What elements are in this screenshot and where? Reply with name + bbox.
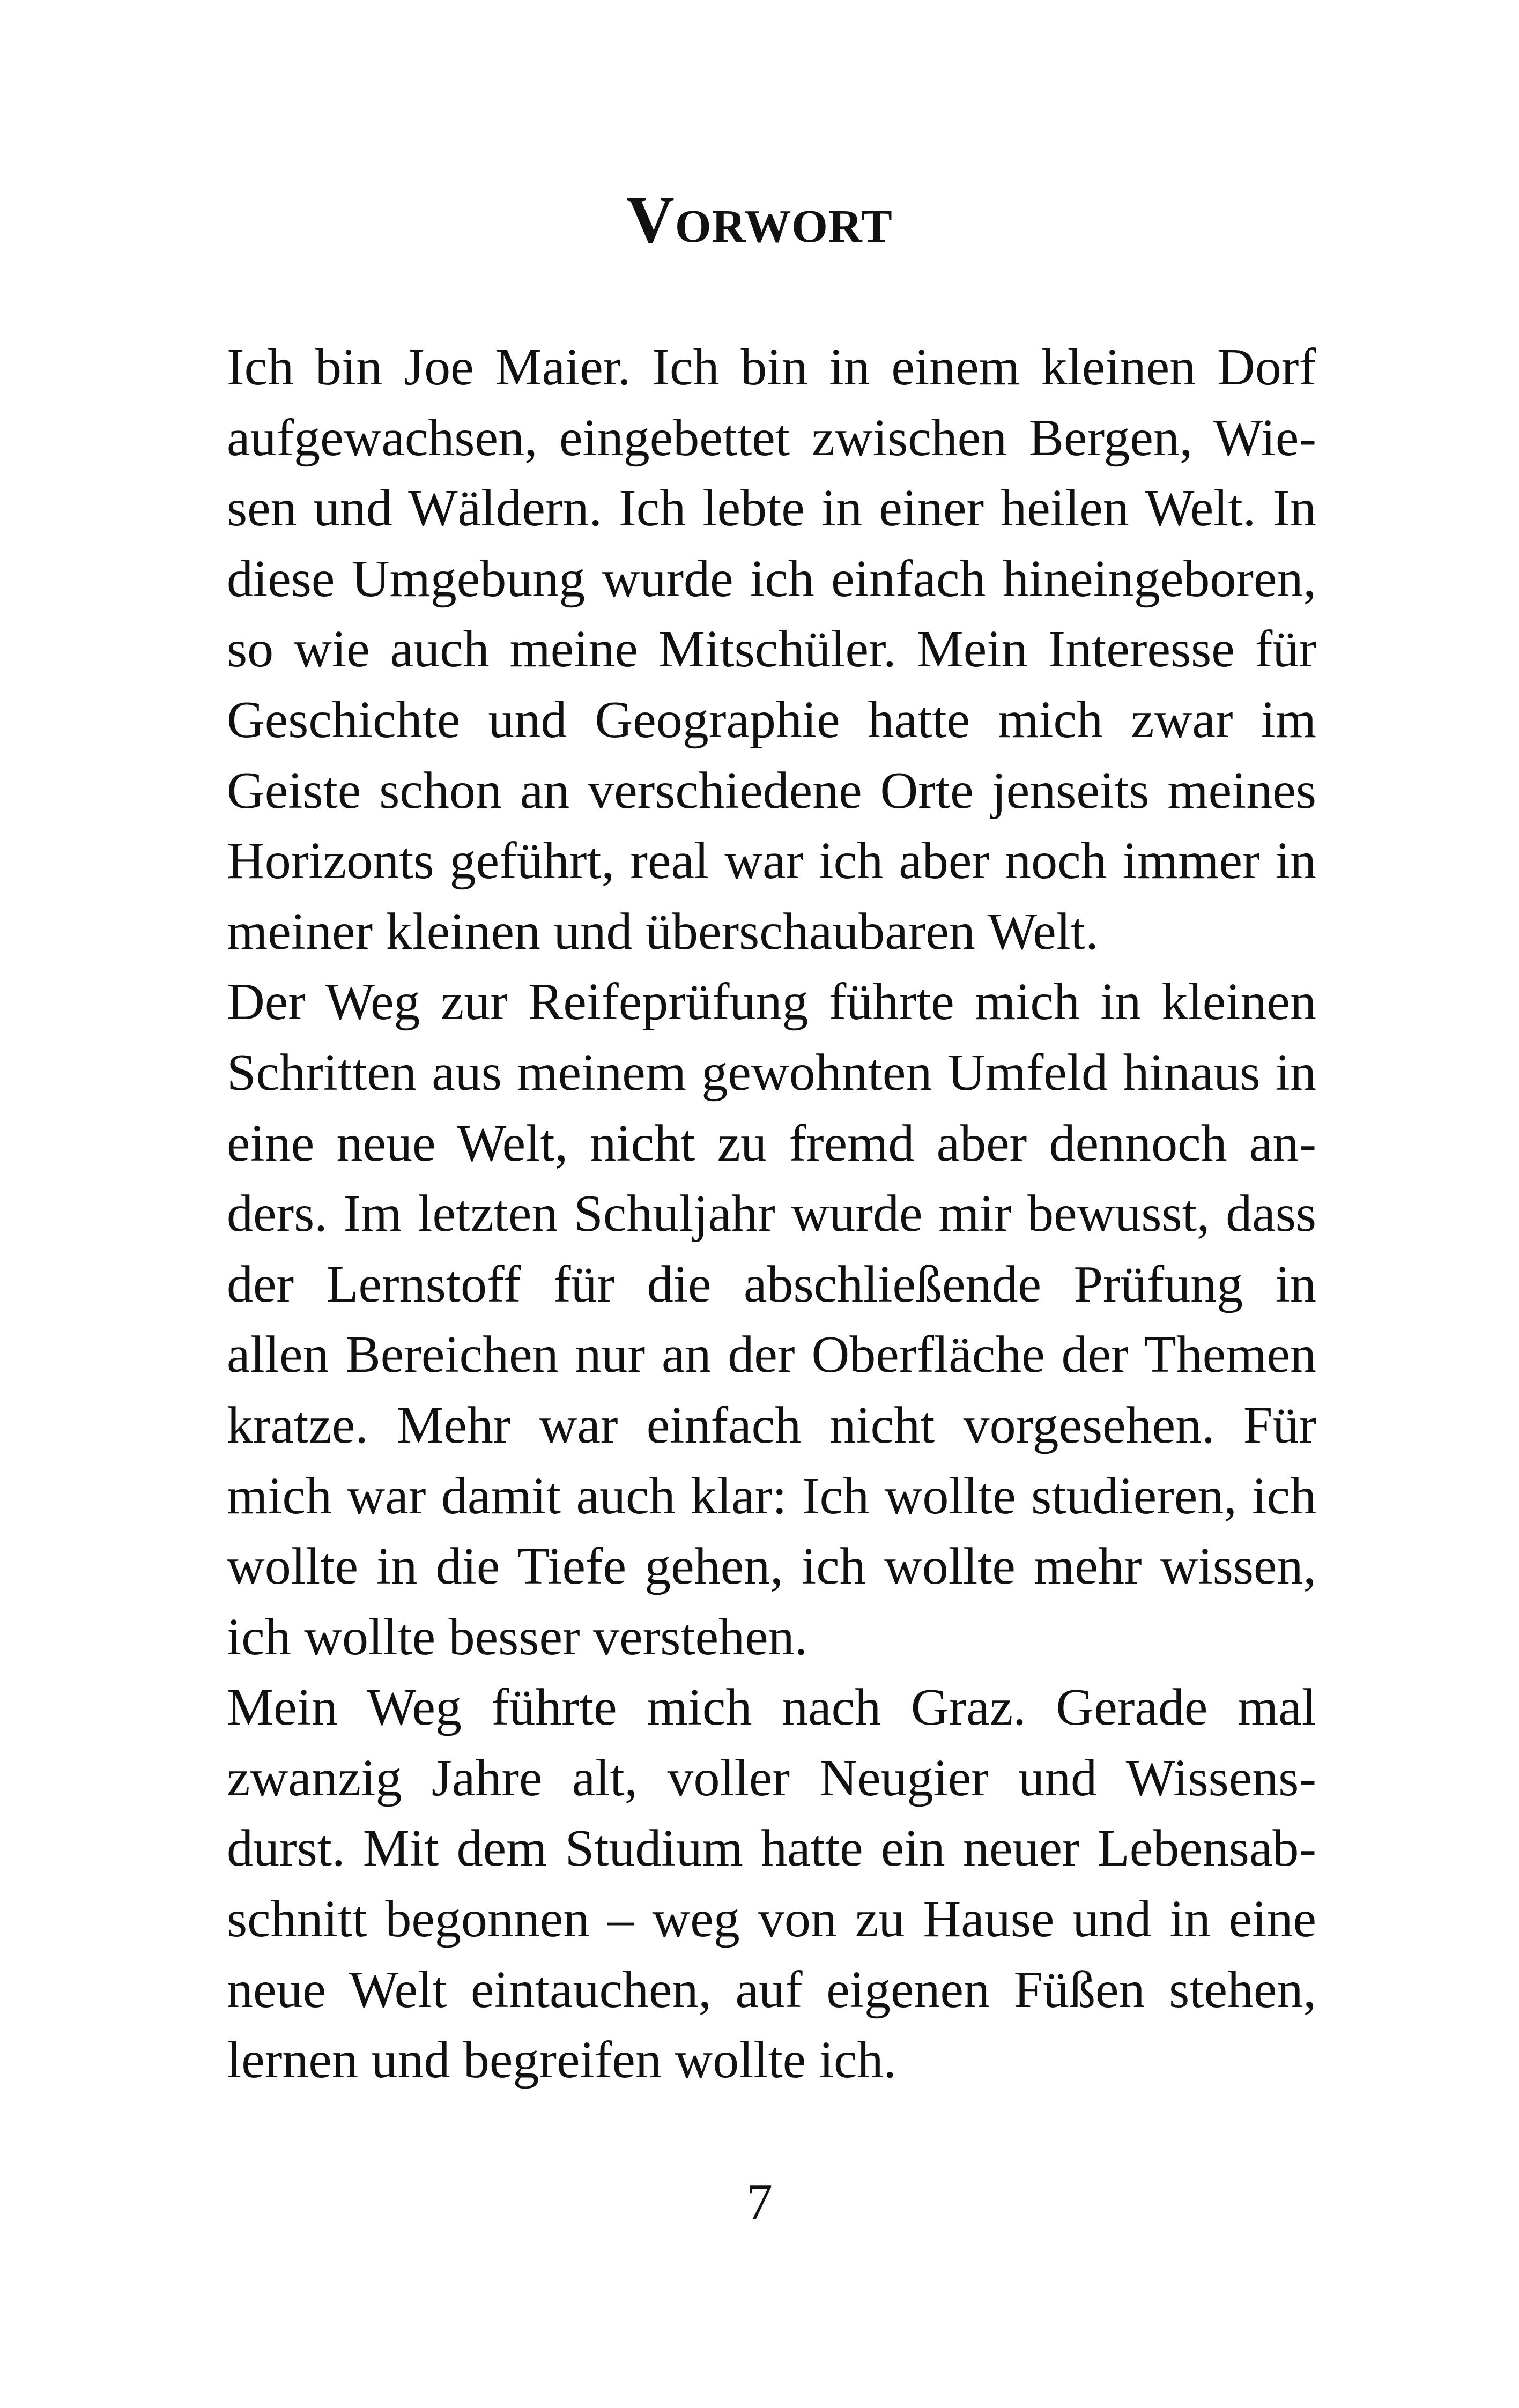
text-line: allen Bereichen nur an der Oberfläche der Themen — [227, 1326, 1316, 1384]
text-line: Der Weg zur Reifeprüfung führte mich in kleinen — [227, 973, 1316, 1031]
text-line: zwanzig Jahre alt, voller Neugier und Wissens- — [227, 1749, 1316, 1807]
text-line: so wie auch meine Mitschüler. Mein Interesse für — [227, 620, 1316, 679]
text-line: Schritten aus meinem gewohnten Umfeld hinaus in — [227, 1043, 1316, 1102]
text-line: ich wollte besser verstehen. — [227, 1608, 808, 1666]
text-line: ders. Im letzten Schuljahr wurde mir bewusst, dass — [227, 1185, 1316, 1243]
text-line: lernen und begreifen wollte ich. — [227, 2031, 897, 2090]
text-line: Ich bin Joe Maier. Ich bin in einem kleinen Dorf — [227, 338, 1316, 396]
text-line: eine neue Welt, nicht zu fremd aber dennoch an- — [227, 1114, 1316, 1172]
text-line: neue Welt eintauchen, auf eigenen Füßen stehen, — [227, 1960, 1316, 2019]
text-line: diese Umgebung wurde ich einfach hineingeboren, — [227, 549, 1316, 608]
text-line: kratze. Mehr war einfach nicht vorgesehen. Für — [227, 1396, 1316, 1454]
body-text — [227, 332, 1316, 2096]
text-line: Geiste schon an verschiedene Orte jenseits meines — [227, 761, 1316, 820]
text-line: schnitt begonnen – weg von zu Hause und in eine — [227, 1890, 1316, 1949]
chapter-title: Vorwort — [626, 183, 893, 256]
text-line: Geschichte und Geographie hatte mich zwar im — [227, 690, 1316, 749]
text-line: sen und Wäldern. Ich lebte in einer heilen Welt. In — [227, 479, 1316, 538]
text-line: Horizonts geführt, real war ich aber noch immer in — [227, 832, 1316, 890]
text-line: durst. Mit dem Studium hatte ein neuer Lebensab- — [227, 1819, 1316, 1878]
text-line: aufgewachsen, eingebettet zwischen Bergen, Wie- — [227, 408, 1316, 467]
text-line: mich war damit auch klar: Ich wollte studieren, ich — [227, 1467, 1316, 1525]
text-line: wollte in die Tiefe gehen, ich wollte mehr wissen, — [227, 1537, 1316, 1596]
page-number: 7 — [746, 2173, 773, 2231]
text-line: meiner kleinen und überschaubaren Welt. — [227, 902, 1099, 961]
text-line: der Lernstoff für die abschließende Prüfung in — [227, 1255, 1316, 1313]
text-line: Mein Weg führte mich nach Graz. Gerade mal — [227, 1678, 1316, 1737]
